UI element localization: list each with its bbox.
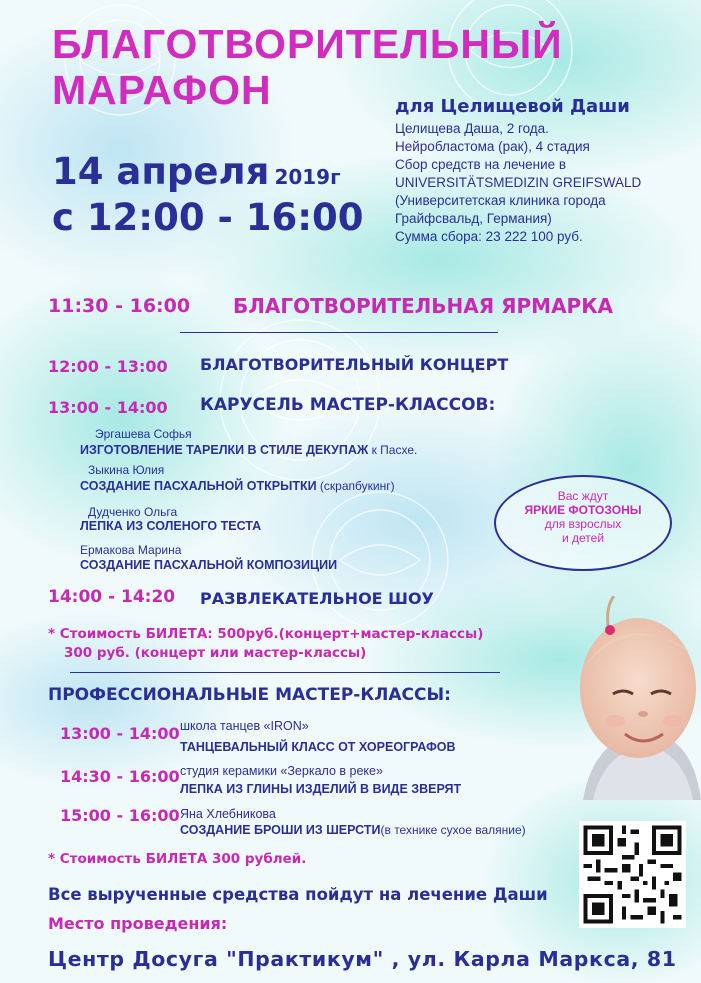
masterclass-title: СОЗДАНИЕ ПАСХАЛЬНОЙ ОТКРЫТКИ (скрапбукинг) [80, 479, 395, 493]
pro-time: 15:00 - 16:00 [60, 806, 180, 825]
divider [70, 672, 500, 673]
info-line: (Университетская клиника города [395, 193, 606, 208]
carousel-time: 13:00 - 14:00 [48, 398, 168, 417]
title-line2: МАРАФОН [52, 67, 272, 113]
ticket-price-line2: 300 руб. (концерт или мастер-классы) [64, 645, 367, 661]
pro-organizer: школа танцев «IRON» [180, 719, 309, 733]
masterclass-name: Дудченко Ольга [88, 505, 178, 519]
concert-time: 12:00 - 13:00 [48, 357, 168, 376]
baby-photo [563, 596, 701, 800]
photozone-line2: ЯРКИЕ ФОТОЗОНЫ [524, 503, 642, 517]
divider [180, 332, 498, 333]
info-line: Целищева Даша, 2 года. [395, 121, 549, 136]
masterclass-name: Эргашева Софья [95, 427, 192, 441]
beneficiary-heading: для Целищевой Даши [395, 96, 630, 117]
masterclass-name: Зыкина Юлия [88, 463, 165, 477]
beneficiary-info [395, 120, 641, 246]
masterclass-title: СОЗДАНИЕ ПАСХАЛЬНОЙ КОМПОЗИЦИИ [80, 558, 338, 572]
venue-label: Место проведения: [48, 914, 228, 933]
pro-time: 14:30 - 16:00 [60, 767, 180, 786]
pro-title: ЛЕПКА ИЗ ГЛИНЫ ИЗДЕЛИЙ В ВИДЕ ЗВЕРЯТ [180, 782, 462, 796]
masterclass-title: ИЗГОТОВЛЕНИЕ ТАРЕЛКИ В СТИЛЕ ДЕКУПАЖ к Пасхе. [80, 443, 418, 457]
event-time: с 12:00 - 16:00 [52, 196, 364, 239]
title-line1: БЛАГОТВОРИТЕЛЬНЫЙ [52, 21, 563, 67]
fair-title: БЛАГОТВОРИТЕЛЬНАЯ ЯРМАРКА [233, 294, 614, 318]
masterclass-title: ЛЕПКА ИЗ СОЛЕНОГО ТЕСТА [80, 519, 262, 533]
proceeds-note: Все вырученные средства пойдут на лечение Даши [48, 885, 548, 904]
carousel-title: КАРУСЕЛЬ МАСТЕР-КЛАССОВ: [200, 395, 496, 415]
venue-address: Центр Досуга "Практикум" , ул. Карла Маркса, 81 [48, 947, 677, 971]
ticket-price-pro: * Стоимость БИЛЕТА 300 рублей. [48, 851, 307, 867]
concert-title: БЛАГОТВОРИТЕЛЬНЫЙ КОНЦЕРТ [200, 355, 509, 374]
photozone-badge [494, 475, 672, 571]
event-year: 2019г [274, 165, 341, 189]
show-time: 14:00 - 14:20 [48, 587, 176, 607]
show-title: РАЗВЛЕКАТЕЛЬНОЕ ШОУ [200, 589, 434, 608]
pro-heading: ПРОФЕССИОНАЛЬНЫЕ МАСТЕР-КЛАССЫ: [48, 685, 451, 705]
photozone-line1: Вас ждут [557, 489, 609, 503]
pro-organizer: студия керамики «Зеркало в реке» [180, 764, 383, 778]
pro-organizer: Яна Хлебникова [180, 807, 276, 821]
info-line: Сбор средств на лечение в [395, 157, 567, 172]
info-line: Сумма сбора: 23 222 100 руб. [395, 229, 583, 244]
photozone-line4: и детей [561, 531, 605, 545]
qr-code[interactable] [579, 821, 686, 928]
fair-time: 11:30 - 16:00 [48, 295, 191, 317]
pro-time: 13:00 - 14:00 [60, 724, 180, 743]
info-line: UNIVERSITÄTSMEDIZIN GREIFSWALD [395, 175, 642, 190]
pro-title: СОЗДАНИЕ БРОШИ ИЗ ШЕРСТИ(в технике сухое валяние) [180, 823, 526, 837]
masterclass-name: Ермакова Марина [80, 543, 182, 557]
ticket-price-line1: * Стоимость БИЛЕТА: 500руб.(концерт+мастер-классы) [48, 626, 484, 642]
info-line: Нейробластома (рак), 4 стадия [395, 139, 590, 154]
info-line: Грайфсвальд, Германия) [395, 211, 552, 226]
event-day: 14 апреля [52, 150, 270, 193]
event-date [52, 150, 341, 193]
photozone-line3: для взрослых [544, 517, 622, 531]
pro-title: ТАНЦЕВАЛЬНЫЙ КЛАСС ОТ ХОРЕОГРАФОВ [180, 740, 456, 754]
